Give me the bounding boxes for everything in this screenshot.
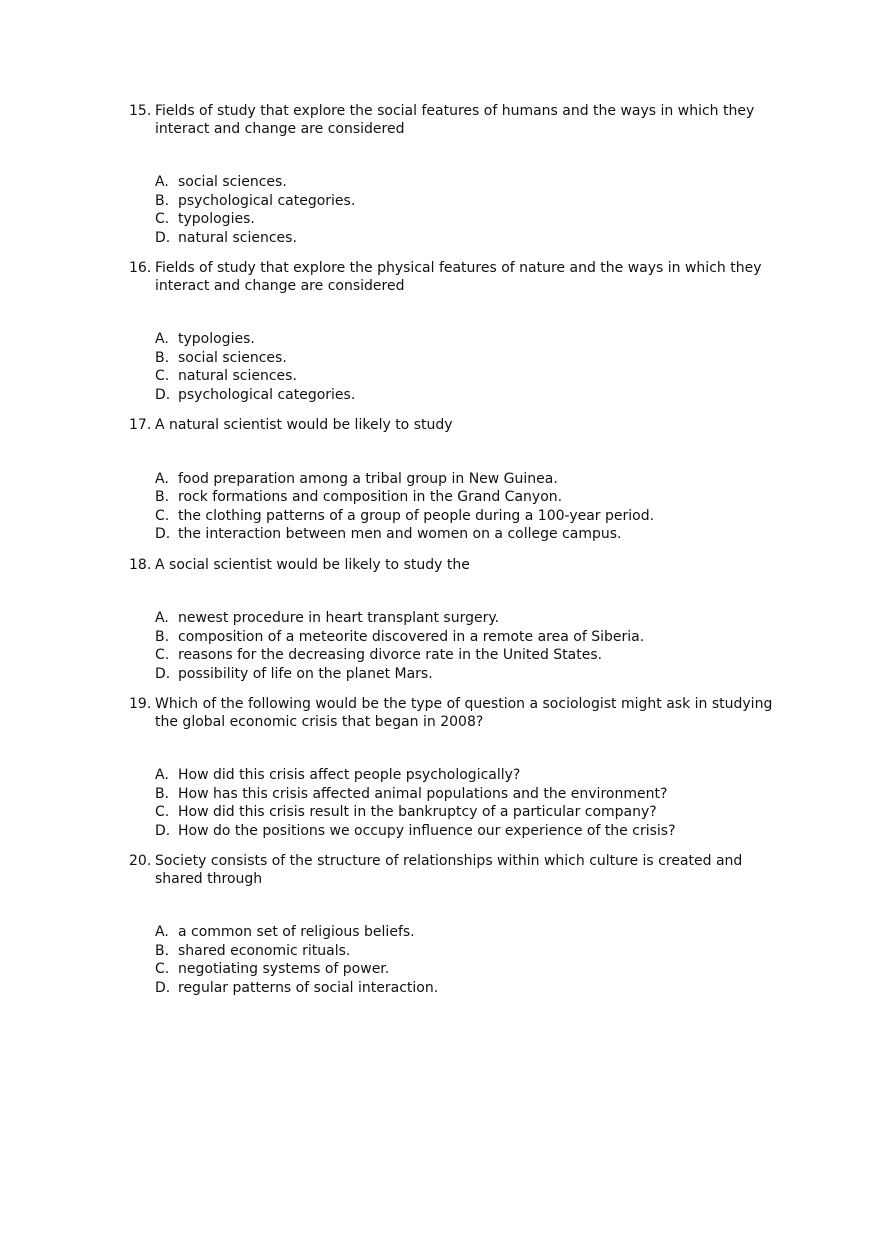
option-list [155,330,780,404]
answer-option [155,785,780,804]
option-letter: D. [155,386,171,403]
option-text: negotiating systems of power. [178,961,390,977]
question-text: A natural scientist would be likely to study [155,417,453,433]
question-number: 17. [129,417,152,433]
answer-option [155,210,780,229]
answer-option [155,330,780,349]
option-text: typologies. [178,211,255,227]
option-text: newest procedure in heart transplant surgery. [178,610,500,626]
option-list [155,470,780,544]
option-text: natural sciences. [178,368,297,384]
question [129,103,780,247]
option-letter: B. [155,192,170,209]
option-letter: D. [155,979,171,996]
answer-option [155,979,780,998]
option-letter: B. [155,628,170,645]
option-text: composition of a meteorite discovered in a remote area of Siberia. [178,628,645,645]
question [129,853,780,997]
answer-option [155,386,780,405]
option-letter: B. [155,785,170,802]
question-stem [129,103,780,138]
answer-option [155,367,780,386]
option-text: reasons for the decreasing divorce rate in the United States. [178,647,603,663]
option-text: social sciences. [178,349,287,366]
question [129,557,780,684]
question-stem [129,853,780,888]
question-number: 20. [129,853,152,869]
answer-option [155,628,780,647]
answer-option [155,229,780,248]
question-text: Fields of study that explore the physical features of nature and the ways in which they interact and change are considered [155,260,762,294]
option-text: rock formations and composition in the Grand Canyon. [178,489,563,505]
question-text: Which of the following would be the type of question a sociologist might ask in studying the global economic crisis that began in 2008? [155,696,773,730]
answer-option [155,822,780,841]
option-letter: A. [155,174,169,190]
option-letter: C. [155,507,170,524]
option-list [155,173,780,247]
option-letter: C. [155,804,170,820]
question-text: A social scientist would be likely to study the [155,556,470,573]
answer-option [155,766,780,785]
option-text: food preparation among a tribal group in New Guinea. [178,470,558,487]
answer-option [155,665,780,684]
answer-option [155,507,780,526]
answer-option [155,942,780,961]
option-text: psychological categories. [178,386,356,403]
option-text: the clothing patterns of a group of people during a 100-year period. [178,507,655,524]
question-number: 15. [129,103,152,119]
answer-option [155,192,780,211]
answer-option [155,803,780,822]
option-letter: B. [155,489,170,505]
option-text: regular patterns of social interaction. [178,979,439,996]
option-text: typologies. [178,331,255,347]
question-number: 18. [129,556,152,573]
option-text: How do the positions we occupy influence our experience of the crisis? [178,822,676,839]
option-text: How did this crisis affect people psychologically? [178,767,521,783]
answer-option [155,525,780,544]
question-stem [129,696,780,731]
option-text: social sciences. [178,174,287,190]
answer-option [155,923,780,942]
option-text: the interaction between men and women on a college campus. [178,526,622,542]
answer-option [155,960,780,979]
question-stem [129,557,780,575]
option-letter: A. [155,610,169,626]
option-letter: D. [155,526,171,542]
option-letter: A. [155,924,169,940]
question-text: Society consists of the structure of relationships within which culture is created and shared through [155,853,743,887]
option-text: a common set of religious beliefs. [178,924,415,940]
option-letter: D. [155,822,171,839]
question [129,260,780,404]
question-stem [129,260,780,295]
option-list [155,923,780,997]
option-letter: A. [155,767,169,783]
option-letter: D. [155,665,171,682]
option-list [155,609,780,683]
option-letter: D. [155,229,171,246]
option-list [155,766,780,840]
answer-option [155,349,780,368]
option-letter: C. [155,368,170,384]
option-letter: C. [155,961,170,977]
answer-option [155,488,780,507]
option-text: How did this crisis result in the bankruptcy of a particular company? [178,804,657,820]
question-text: Fields of study that explore the social features of humans and the ways in which they interact and change are considered [155,103,755,137]
option-text: natural sciences. [178,229,297,246]
option-text: psychological categories. [178,192,356,209]
question [129,417,780,544]
option-text: shared economic rituals. [178,942,351,959]
question [129,696,780,840]
option-letter: C. [155,211,170,227]
option-letter: A. [155,331,169,347]
option-text: possibility of life on the planet Mars. [178,665,433,682]
question-number: 16. [129,260,152,276]
question-number: 19. [129,696,152,712]
answer-option [155,646,780,665]
option-letter: C. [155,647,170,663]
option-letter: A. [155,470,169,487]
option-letter: B. [155,349,170,366]
answer-option [155,609,780,628]
option-letter: B. [155,942,170,959]
answer-option [155,173,780,192]
question-stem [129,417,780,435]
option-text: How has this crisis affected animal populations and the environment? [178,785,668,802]
answer-option [155,470,780,489]
